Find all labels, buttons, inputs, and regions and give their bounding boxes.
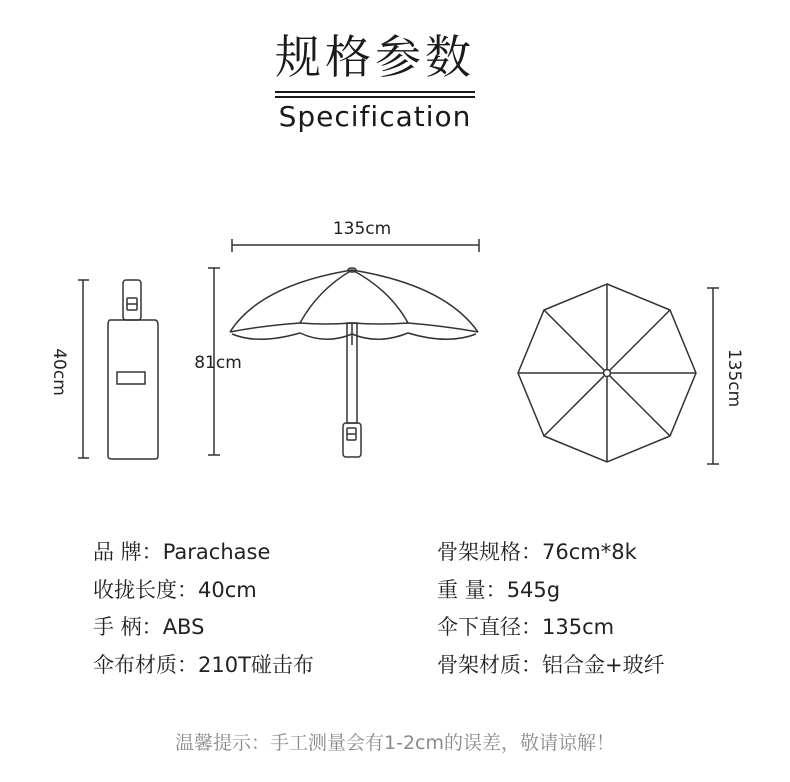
spec-row: 骨架规格：76cm*8k — [437, 540, 637, 564]
folded-umbrella-icon — [108, 280, 158, 459]
spec-row: 伞布材质：210T碰击布 — [93, 653, 314, 677]
spec-row: 收拢长度：40cm — [93, 578, 257, 602]
measurement-note: 温馨提示：手工测量会有1-2cm的误差，敬请谅解！ — [175, 732, 615, 754]
spec-row: 手 柄：ABS — [93, 615, 205, 639]
spec-row: 伞下直径：135cm — [437, 615, 615, 639]
diameter-dimension — [707, 288, 719, 464]
open-umbrella-side-icon — [230, 268, 478, 457]
open-umbrella-top-icon — [518, 284, 696, 462]
spec-row: 品 牌：Parachase — [93, 540, 271, 564]
height-label: 81cm — [194, 353, 242, 373]
folded-length-dimension — [78, 280, 89, 458]
title-chinese: 规格参数 — [275, 30, 475, 84]
diameter-label: 135cm — [724, 348, 744, 408]
open-width-dimension — [232, 239, 479, 252]
folded-length-label: 40cm — [49, 348, 69, 396]
spec-row: 骨架材质：铝合金+玻纤 — [437, 653, 665, 677]
spec-row: 重 量：545g — [437, 578, 561, 602]
title-english: Specification — [278, 100, 472, 133]
open-width-label: 135cm — [332, 219, 392, 239]
